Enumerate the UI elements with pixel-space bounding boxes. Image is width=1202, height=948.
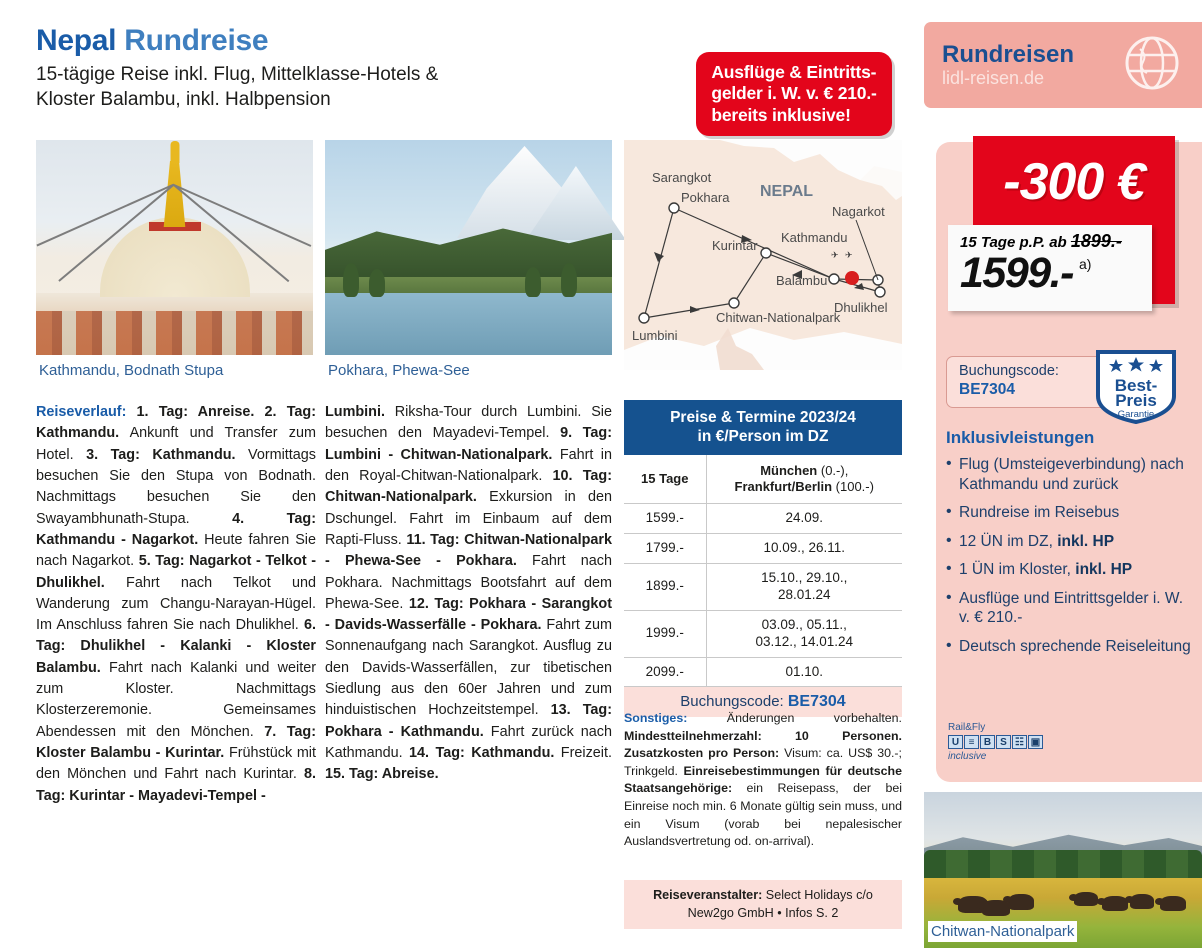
cell-dates: 03.09., 05.11., 03.12., 14.01.24 [706,610,902,657]
title-destination: Nepal [36,24,117,57]
itinerary-text: Exkursion in den Dschungel. Fahrt im Einbaum auf dem Rapti-Fluss. [325,489,612,548]
brand-url[interactable]: lidl-reisen.de [942,68,1045,89]
current-price: 1599.- [960,249,1073,297]
inclusive-item [946,560,1196,580]
itinerary-text [126,404,136,420]
inclusive-item-text: Deutsch sprechende Reiseleitung [959,637,1191,655]
itinerary-column-1 [36,402,316,807]
itinerary-text: Fahrt nach Kalanki und weiter zum Kloster. Nachmittags Klosterzeremonie. Gemeinsames Abendessen mit den Mönchen. [36,659,316,740]
cell-price: 1599.- [624,504,706,534]
table-row [624,610,902,657]
old-price: 1899.- [1070,231,1122,251]
itinerary-text: Fahrt nach Pokhara. Nachmittags Bootsfahrt auf dem Phewa-See. [325,553,613,612]
photo-chitwan [924,792,1202,948]
table-title-line-2: in €/Person im DZ [697,428,829,446]
col-header-departure [706,455,902,504]
inclusive-item [946,532,1196,552]
page-title [36,24,636,58]
inclusive-list [946,455,1196,656]
itinerary-day-heading: 4. Tag: Kathmandu - Nagarkot. [36,510,316,548]
promo-line-1: Ausflüge & Eintritts- [711,61,877,82]
inclusive-item-text: Flug (Umsteigeverbindung) nach Kathmandu und zurück [959,456,1184,493]
fineprint-bold-1: Mindestteilnehmerzahl: 10 Personen. Zusatzkosten pro Person: [624,728,902,761]
itinerary-text: Frühstück mit den Mönchen und Fahrt nach Kurintar. [36,745,316,783]
tour-organizer [624,880,902,929]
table-row [624,504,902,534]
inclusive-item [946,455,1196,494]
promo-line-2: gelder i. W. v. € 210.- [711,83,877,104]
cell-dates: 24.09. [706,504,902,534]
railfly-icon: ▣ [1028,735,1043,749]
photo-pokhara-lake [325,140,612,379]
itinerary-day-heading: 13. Tag: Pokhara - Kathmandu. [325,702,613,740]
table-row [624,564,902,611]
cell-price: 2099.- [624,657,706,687]
inclusive-item [946,637,1196,657]
airport-munich-surcharge: (0.-), [817,462,849,478]
itinerary-day-heading: 8. Tag: Kurintar - Mayadevi-Tempel - [36,766,316,804]
airport-munich: München [760,462,818,478]
rail-and-fly-logo [948,722,1043,762]
map-label-chitwan: Chitwan-Nationalpark [716,310,841,325]
svg-text:Preis: Preis [1115,391,1157,410]
cell-price: 1999.- [624,610,706,657]
price-footnote: a) [1078,256,1092,272]
inclusive-item-text: 1 ÜN im Kloster, [959,561,1076,579]
map-label-balambu: Balambu [776,273,828,288]
map-label-sarangkot: Sarangkot [652,170,712,185]
inclusive-item-text: 12 ÜN im DZ, [959,532,1058,550]
railfly-icon: ≡ [964,735,979,749]
itinerary-day-heading: 7. Tag: Kloster Balambu - Kurintar. [36,723,316,761]
booking-code-value: BE7304 [959,380,1016,398]
photo-caption-3: Chitwan-Nationalpark [928,921,1077,942]
table-code-label: Buchungscode: [680,693,788,711]
map-label-nepal: NEPAL [760,183,814,200]
map-label-lumbini: Lumbini [632,328,678,343]
map-label-kurintar: Kurintar [712,238,758,253]
fineprint-text-2: ein Reisepass, der bei Einreise noch min. 6 Monate gültig sein muss, und ein Visum (vorab bei nepalesischer Auslandsvertretung od. on-arrival). [624,781,902,849]
price-table [624,400,902,717]
svg-text:Garantie: Garantie [1117,409,1155,420]
subtitle-line-2: Kloster Balambu, inkl. Halbpension [36,89,331,111]
page-header [36,24,636,113]
itinerary-text: Heute fahren Sie nach Nagarkot. [36,531,316,570]
organizer-value: Select Holidays c/o New2go GmbH • Infos S. 2 [687,888,873,920]
booking-code-label: Buchungscode: [959,363,1059,379]
railfly-transport-icons [948,735,1043,749]
title-type: Rundreise [116,24,269,57]
fineprint-bold-2: Einreisebestimmungen für deutsche Staatsangehörige: [624,763,902,796]
itinerary-day-heading: 5. Tag: Nagarkot - Telkot - Dhulikhel. [36,553,316,591]
map-label-kathmandu: Kathmandu [781,230,848,245]
cell-price: 1899.- [624,564,706,611]
table-header-row [624,455,902,504]
itinerary-text: Vormittags besuchen Sie den Stupa von Bodnath. Nachmittags besuchen Sie den Swayambhunath-Stupa. [36,446,317,527]
fineprint-body: Änderungen vorbehalten. [687,711,902,725]
itinerary-day-heading: 10. Tag: Chitwan-Nationalpark. [325,467,612,506]
itinerary-column-2 [325,402,612,786]
inclusive-item-emphasis: inkl. HP [1057,532,1115,550]
svg-text:Best-: Best- [1114,376,1158,395]
itinerary-day-heading: 11. Tag: Chitwan-Nationalpark - Phewa-See - Pokhara. [325,531,613,570]
cell-dates: 01.10. [706,657,902,687]
map-label-nagarkot: Nagarkot [832,204,885,219]
subtitle-line-1: 15-tägige Reise inkl. Flug, Mittelklasse-Hotels & [36,64,439,85]
itinerary-day-heading: 3. Tag: Kathmandu. [86,446,236,463]
railfly-inclusive-label: inclusive [948,751,987,762]
fineprint-lead: Sonstiges: [624,711,688,725]
itinerary-day-heading: 1. Tag: Anreise. 2. Tag: Kathmandu. [36,404,317,442]
svg-text:✈: ✈ [831,250,839,260]
itinerary-day-heading: Lumbini. [325,404,385,420]
itinerary-text: Fahrt nach Telkot und Wanderung zum Changu-Narayan-Hügel. Im Anschluss fahren Sie nach Dhulikhel. [36,574,316,634]
inclusive-item-text: Ausflüge und Eintrittsgelder i. W. v. € 210.- [959,589,1184,627]
railfly-icon: U [948,735,963,749]
svg-text:✈: ✈ [845,250,853,260]
route-map [624,140,902,370]
railfly-label: Rail&Fly [948,722,986,733]
discount-amount: -300 € [1003,153,1145,211]
airport-fra-ber-surcharge: (100.-) [832,479,874,494]
page-subtitle [36,62,636,113]
inclusive-title: Inklusivleistungen [946,428,1095,447]
itinerary-text: Fahrt in den Royal-Chitwan-Nationalpark. [325,446,612,484]
railfly-icon: ☷ [1012,735,1027,749]
inclusive-item-text: Rundreise im Reisebus [959,504,1120,522]
fineprint-text-1: Visum: ca. US$ 30.-; Trinkgeld. [624,746,902,778]
col-header-duration: 15 Tage [624,455,706,504]
photo-kathmandu-stupa [36,140,313,379]
cell-dates: 15.10., 29.10., 28.01.24 [706,564,902,611]
itinerary-day-heading: 9. Tag: Lumbini - Chitwan-Nationalpark. [325,425,612,463]
inclusive-item-emphasis: inkl. HP [1075,561,1133,579]
itinerary-lead: Reiseverlauf: [36,404,127,420]
itinerary-day-heading: 14. Tag: Kathmandu. [409,745,555,761]
inclusive-item [946,503,1196,523]
itinerary-text: Freizeit. [554,745,612,761]
table-title-line-1: Preise & Termine 2023/24 [670,409,856,426]
table-row [624,534,902,564]
promo-line-3: bereits inklusive! [711,104,851,125]
photo-caption-2: Pokhara, Phewa-See [325,360,473,381]
cell-dates: 10.09., 26.11. [706,534,902,564]
photo-caption-1: Kathmandu, Bodnath Stupa [36,360,226,381]
airport-frankfurt-berlin: Frankfurt/Berlin [734,479,833,494]
itinerary-day-heading: 12. Tag: Pokhara - Sarangkot - Davids-Wasserfälle - Pokhara. [325,595,612,634]
fineprint-block [624,710,902,851]
itinerary-day-heading: 6. Tag: Dhulikhel - Kalanki - Kloster Balambu. [36,617,316,676]
inclusive-item [946,589,1196,628]
globe-icon [1124,35,1180,96]
itinerary-text: Ankunft und Transfer zum Hotel. [36,425,316,463]
brand-bar [924,22,1202,108]
map-svg [624,140,902,370]
map-label-dhulikhel: Dhulikhel [834,300,888,315]
map-label-pokhara: Pokhara [681,190,730,205]
itinerary-text: Fahrt zum Sonnenaufgang nach Sarangkot. Ausflug zu den Davids-Wasserfällen, zur tibetischen Siedlung aus den 60er Jahren und zum hinduistischen Hochzeitstempel. [325,617,612,719]
price-prefix: 15 Tage p.P. ab [960,234,1071,251]
itinerary-text: Riksha-Tour durch Lumbini. Sie besuchen den Mayadevi-Tempel. [325,404,612,442]
inclusive-services [946,428,1196,665]
price-card [948,225,1152,311]
price-table-header [624,400,902,455]
cell-price: 1799.- [624,534,706,564]
brand-title: Rundreisen [942,40,1075,68]
best-price-badge [1094,348,1178,424]
table-code-value: BE7304 [787,693,846,711]
organizer-label: Reiseveranstalter: [653,888,763,902]
itinerary-day-heading: 15. Tag: Abreise. [325,766,439,783]
railfly-icon: S [996,735,1011,749]
railfly-icon: B [980,735,995,749]
table-row [624,657,902,687]
itinerary-text: Fahrt zurück nach Kathmandu. [325,723,612,761]
promo-badge [696,52,892,136]
